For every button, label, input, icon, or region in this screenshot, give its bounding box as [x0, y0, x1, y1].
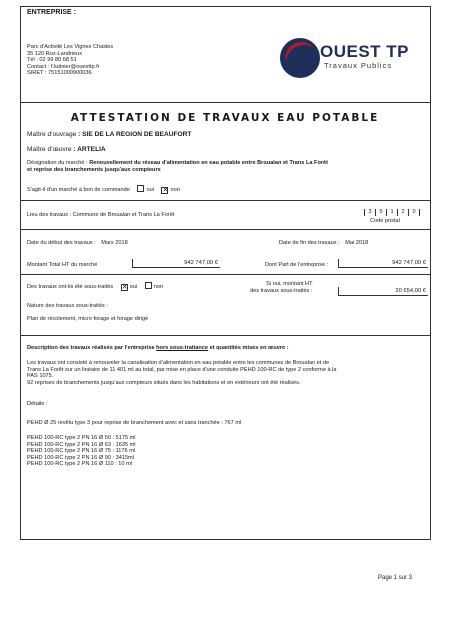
- contractor-line: [27, 146, 106, 153]
- end-date-label: Date de fin des travaux :: [279, 240, 340, 246]
- paragraph-line: PAS 1075.: [27, 373, 54, 380]
- end-date-value: Mai 2018: [345, 240, 369, 246]
- description-heading-b: hors sous-traitance: [156, 345, 209, 351]
- postal-label: Code postal: [370, 218, 400, 224]
- siret-line: SIRET : 75151000900036: [27, 70, 92, 77]
- description-heading-c: et quantités mises en œuvre :: [208, 345, 289, 351]
- address-line: Parc d'Activité Les Vignes Chasles: [27, 44, 114, 50]
- logo-globe-icon: [278, 36, 322, 80]
- company-logo: [278, 36, 428, 80]
- divider: [20, 229, 430, 230]
- subcontract-amount-label-1: Si oui, montant HT: [266, 281, 313, 287]
- address-line: 35 120 Roz-Landrieux: [27, 50, 83, 57]
- list-item: PEHD 100-RC type 2 PN 16 Ø 75 : 1176 ml: [27, 448, 136, 455]
- list-item: PEHD 100-RC type 2 PN 16 Ø 110 : 10 ml: [27, 461, 132, 468]
- divider: [20, 102, 430, 103]
- list-item: PEHD 100-RC type 2 PN 16 Ø 90 : 3415ml: [27, 454, 134, 461]
- paragraph-line: Les travaux ont consisté à renouveler la canalisation d'alimentation en eau potable entre les communes de Broualan et de: [27, 360, 330, 366]
- owner-label: Maître d'ouvrage: [27, 131, 77, 138]
- description-heading-a: Description des travaux réalisés par l'entreprise: [27, 345, 155, 351]
- start-date-value: Mars 2018: [101, 240, 128, 246]
- logo-tagline: Travaux Publics: [324, 61, 393, 70]
- page-title: ATTESTATION DE TRAVAUX EAU POTABLE: [70, 112, 380, 124]
- bon-commande-oui-label: oui: [146, 187, 154, 193]
- bon-commande-row: [27, 185, 180, 194]
- bon-commande-non-label: non: [170, 187, 180, 193]
- pehd-list: [27, 435, 136, 468]
- list-item: PEHD 100-RC type 2 PN 16 Ø 63 : 1635 ml: [27, 441, 136, 448]
- designation-label: Désignation du marché :: [27, 160, 88, 166]
- nature-label: Nature des travaux sous-traités :: [27, 303, 108, 309]
- paragraph-line: Trans La Forêt sur un linéaire de 11 401 ml au total, par mise en place d'une conduite PEHD 100-RC de type 2 conforme à la: [27, 366, 337, 373]
- subcontract-question: Des travaux ont-ils été sous-traités: [27, 284, 114, 290]
- subcontract-non-checkbox[interactable]: [145, 282, 152, 289]
- postal-digit: 0: [408, 209, 420, 216]
- total-label: Montant Total HT du marché: [27, 262, 98, 268]
- bon-commande-oui-checkbox[interactable]: [137, 185, 144, 192]
- designation-text-cont: et reprise des branchements jusqu'aux compteurs: [27, 166, 161, 173]
- detail-label: Détaile :: [27, 401, 48, 407]
- contractor-label: Maître d'œuvre: [27, 146, 72, 153]
- subcontract-amount-value: 20 654,00 €: [338, 287, 428, 296]
- logo-name: OUEST TP: [320, 42, 410, 61]
- contact-line: Contact : f.lutinier@ouesttp.fr: [27, 63, 100, 70]
- postal-code: [364, 209, 420, 216]
- list-item: PEHD 100-RC type 2 PN 16 Ø 50 : 5175 ml: [27, 435, 136, 441]
- subcontract-oui-checkbox[interactable]: ✕: [121, 284, 128, 291]
- bon-commande-non-checkbox[interactable]: ✕: [162, 187, 169, 194]
- paragraph-line: 92 reprises de branchements jusqu'aux compteurs situés dans les habitations et en extérieurs ont été réalisés.: [27, 379, 301, 386]
- start-date-row: [27, 240, 128, 247]
- description-heading: [27, 345, 289, 352]
- nature-value: Plan de récolement, micro forage et forage dirigé: [27, 316, 149, 322]
- postal-digit: 5: [375, 209, 386, 216]
- start-date-label: Date du début des travaux :: [27, 240, 96, 246]
- company-heading: ENTREPRISE :: [27, 9, 77, 16]
- pehd25-line: PEHD Ø 25 revêtu type 3 pour reprise de branchement avec et sans tranchée : 767 ml: [27, 420, 242, 426]
- subcontract-oui-label: oui: [129, 284, 138, 290]
- owner-value: : SIE DE LA REGION DE BEAUFORT: [78, 131, 192, 138]
- lieu-label: Lieu des travaux : Commune de Broualan et Trans La Forêt: [27, 212, 175, 218]
- subcontract-amount-label: [250, 281, 313, 294]
- postal-digit: 3: [364, 209, 375, 216]
- owner-line: [27, 131, 191, 138]
- part-label: Dont Part de l'entreprise :: [265, 262, 329, 268]
- page-number: Page 1 sur 3: [378, 575, 413, 581]
- description-paragraph: [27, 360, 337, 386]
- divider: [20, 335, 430, 336]
- designation-text: Renouvellement du réseau d'alimentation en eau potable entre Broualan et Trans La Forêt: [89, 160, 329, 166]
- bon-commande-question: S'agit-il d'un marché à bon de commande: [27, 187, 130, 193]
- postal-digit: 1: [386, 209, 397, 216]
- subcontract-amount-label-2: des travaux sous-traités :: [250, 287, 313, 294]
- divider: [20, 274, 430, 275]
- end-date-row: [279, 240, 368, 247]
- total-value: 942 747,00 €: [132, 259, 220, 268]
- contractor-value: : ARTELIA: [73, 146, 106, 153]
- phone-line: Tél : 02 99 80 68 51: [27, 57, 77, 64]
- company-address: [27, 44, 113, 77]
- subcontract-row: [27, 282, 163, 291]
- part-value: 942 747,00 €: [338, 259, 428, 268]
- divider: [20, 200, 430, 201]
- designation: [27, 160, 328, 173]
- postal-digit: 2: [397, 209, 408, 216]
- subcontract-non-label: non: [153, 284, 164, 290]
